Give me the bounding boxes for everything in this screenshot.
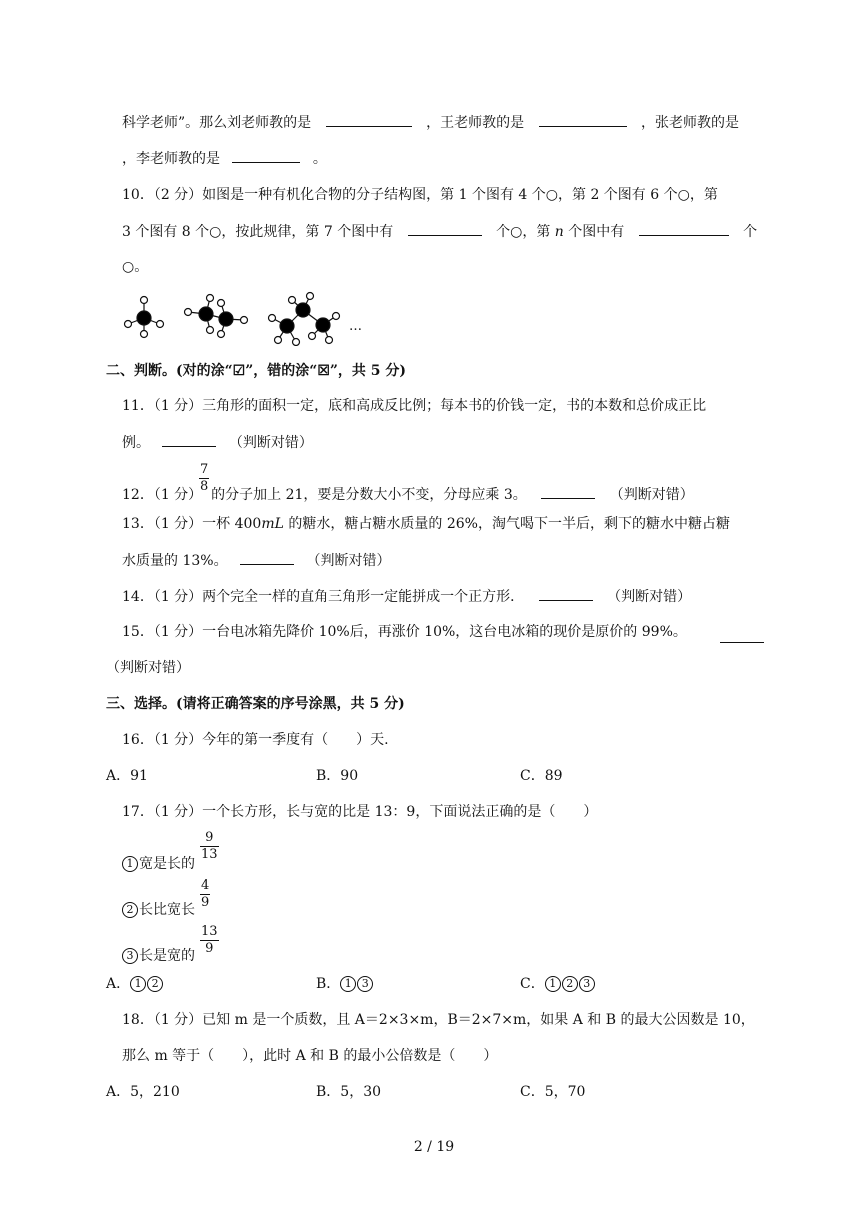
- q17-line: 17．（1 分）一个长方形，长与宽的比是 13：9，下面说法正确的是（ ）: [122, 804, 598, 820]
- q11-line2: 例。 （判断对错）: [122, 432, 313, 453]
- molecule-1: [125, 297, 164, 338]
- q17-statement-3: 3 长是宽的: [122, 946, 195, 966]
- answer-blank[interactable]: [232, 148, 300, 163]
- q12-line: 12．（1 分） 的分子加上 21，要是分数大小不变，分母应乘 3。 （判断对错）: [122, 484, 694, 505]
- q18-line2: 那么 m 等于（ ），此时 A 和 B 的最小公倍数是（ ）: [122, 1048, 498, 1064]
- q9-line1: 科学老师”。那么刘老师教的是 ，王老师教的是 ，张老师教的是: [122, 112, 739, 133]
- answer-blank[interactable]: [162, 432, 216, 447]
- molecule-2: [185, 295, 248, 338]
- q17-option-c[interactable]: C． 1 2 3: [520, 974, 596, 994]
- q13-line2: 水质量的 13%。 （判断对错）: [122, 550, 390, 571]
- q15-line2: （判断对错）: [106, 660, 190, 676]
- q17-s1-fraction: $\frac{9}{13}$: [201, 830, 218, 862]
- answer-blank[interactable]: [720, 628, 764, 643]
- section-3-title: 三、选择。(请将正确答案的序号涂黑，共 5 分): [106, 696, 405, 712]
- answer-blank[interactable]: [541, 484, 595, 499]
- molecule-3: [269, 293, 340, 346]
- q18-line1: 18．（1 分）已知 m 是一个质数，且 A＝2×3×m，B＝2×7×m，如果 A 和 B 的最大公因数是 10，: [122, 1012, 755, 1028]
- q17-option-a[interactable]: A． 1 2: [106, 974, 164, 994]
- q15-line1: 15．（1 分）一台电冰箱先降价 10%后，再涨价 10%，这台电冰箱的现价是原价的 99%。: [122, 624, 687, 640]
- ellipsis: …: [349, 319, 362, 334]
- q16-option-c[interactable]: C．89: [520, 768, 563, 784]
- answer-blank[interactable]: [539, 112, 627, 127]
- q16-option-b[interactable]: B．90: [316, 768, 359, 784]
- q17-s2-fraction: $\frac{4}{9}$: [201, 878, 210, 910]
- q14-line: 14．（1 分）两个完全一样的直角三角形一定能拼成一个正方形． （判断对错）: [122, 586, 691, 607]
- q16-option-a[interactable]: A．91: [106, 768, 148, 784]
- q13-line1: 13．（1 分）一杯 400mL 的糖水，糖占糖水质量的 26%，淘气喝下一半后，剩下的糖水中糖占糖: [122, 516, 730, 532]
- q12-fraction: $\frac{7}{8}$: [200, 462, 209, 494]
- q18-option-b[interactable]: B．5，30: [316, 1084, 382, 1100]
- answer-blank[interactable]: [326, 112, 412, 127]
- q17-option-b[interactable]: B． 1 3: [316, 974, 374, 994]
- q10-line3: ○。: [122, 259, 149, 275]
- q17-s3-fraction: $\frac{13}{9}$: [201, 924, 218, 956]
- q10-line1: 10．（2 分）如图是一种有机化合物的分子结构图，第 1 个图有 4 个○，第 2 个图有 6 个○，第: [122, 187, 718, 203]
- q17-statement-1: 1 宽是长的: [122, 854, 195, 874]
- section-2-title: 二、判断。(对的涂“☑”，错的涂“☒”，共 5 分): [106, 363, 407, 379]
- answer-blank[interactable]: [639, 221, 729, 236]
- q18-option-a[interactable]: A．5，210: [106, 1084, 180, 1100]
- q9-line2: ，李老师教的是 。: [122, 148, 327, 169]
- answer-blank[interactable]: [408, 221, 482, 236]
- q10-line2: 3 个图有 8 个○，按此规律，第 7 个图中有 个○，第 n 个图中有 个: [122, 221, 757, 242]
- molecule-figure: [120, 290, 370, 346]
- answer-blank[interactable]: [240, 550, 294, 565]
- q17-statement-2: 2 长比宽长: [122, 900, 195, 920]
- q18-option-c[interactable]: C．5，70: [520, 1084, 586, 1100]
- q16-line: 16．（1 分）今年的第一季度有（ ）天.: [122, 732, 389, 748]
- q11-line1: 11．（1 分）三角形的面积一定，底和高成反比例；每本书的价钱一定，书的本数和总价成正比: [122, 398, 707, 414]
- page-number: 2 / 19: [413, 1139, 455, 1155]
- answer-blank[interactable]: [539, 586, 593, 601]
